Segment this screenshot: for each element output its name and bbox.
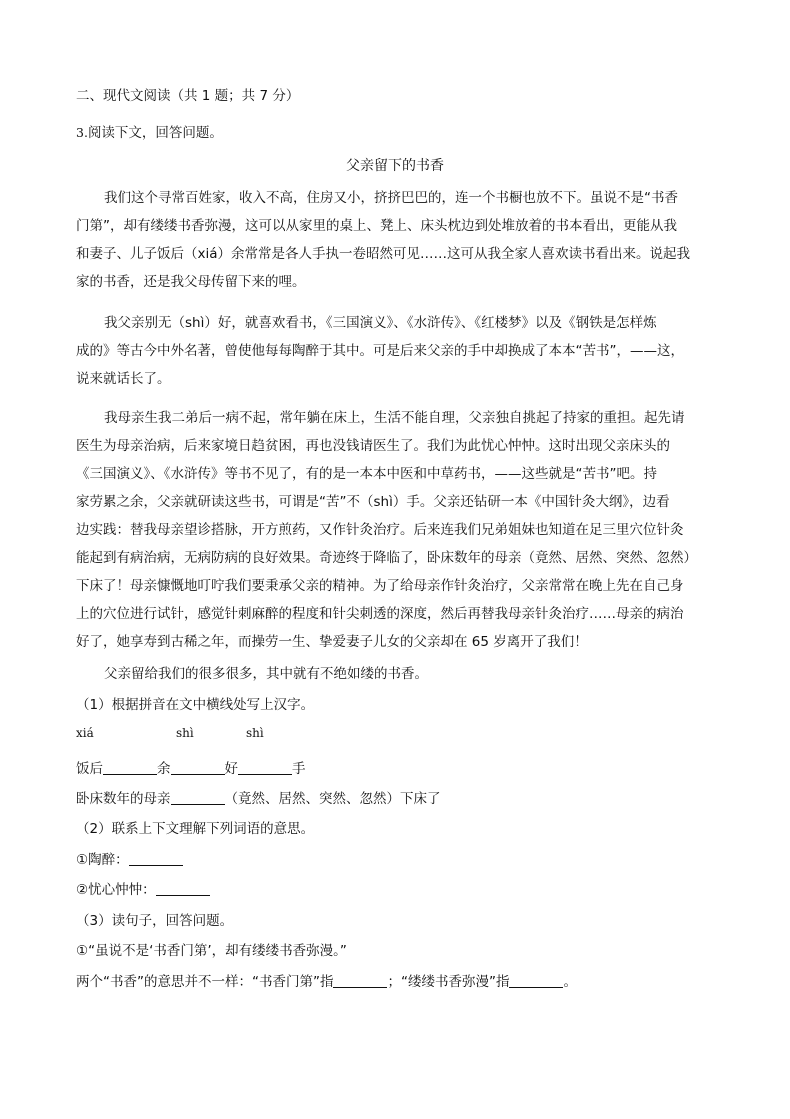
p1-line-3: 和妻子、儿子饭后（xiá）余常常是各人手执一卷昭然可见……这可从我全家人喜欢读书看出来。说起我 bbox=[76, 246, 691, 262]
p1-line-4: 家的书香，还是我父母传留下来的哩。 bbox=[76, 274, 306, 290]
p4-line-1: 父亲留给我们的很多很多，其中就有不绝如缕的书香。 bbox=[104, 666, 428, 682]
answer-blank-6[interactable] bbox=[156, 881, 210, 896]
section-heading: 二、现代文阅读（共 1 题；共 7 分） bbox=[76, 88, 300, 104]
p3-line-4: 家劳累之余，父亲就研读这些书，可谓是“苦”不（shì）手。父亲还钻研一本《中国针灸大纲》，边看 bbox=[76, 494, 670, 510]
word-yu: 余 bbox=[157, 761, 171, 777]
sub3-label: （3）读句子，回答问题。 bbox=[76, 913, 234, 929]
p3-line-7: 下床了！母亲慷慨地叮咛我们要秉承父亲的精神。为了给母亲作针灸治疗，父亲常常在晚上先在自己身 bbox=[76, 578, 684, 594]
sub1-label: （1）根据拼音在文中横线处写上汉字。 bbox=[76, 697, 315, 713]
p3-line-5: 边实践：替我母亲望诊搭脉，开方煎药，又作针灸治疗。后来连我们兄弟姐妹也知道在足三里穴位针灸 bbox=[76, 522, 684, 538]
p3-line-8: 上的穴位进行试针，感觉针刺麻醉的程度和针尖刺透的深度，然后再替我母亲针灸治疗……母亲的病治 bbox=[76, 606, 684, 622]
sub1-sentence-row bbox=[76, 787, 441, 807]
sub2-label: （2）联系上下文理解下列词语的意思。 bbox=[76, 821, 315, 837]
question-text: 阅读下文，回答问题。 bbox=[87, 125, 223, 141]
p1-line-2: 门第”，却有缕缕书香弥漫，这可以从家里的桌上、凳上、床头枕边到处堆放着的书本看出，更能从我 bbox=[76, 218, 677, 234]
p2-line-3: 说来就话长了。 bbox=[76, 371, 171, 387]
article-title: 父亲留下的书香 bbox=[346, 158, 444, 174]
p3-line-2: 医生为母亲治病，后来家境日趋贫困，再也没钱请医生了。我们为此忧心忡忡。这时出现父亲床头的 bbox=[76, 438, 670, 454]
sentence-pre: 卧床数年的母亲 bbox=[76, 791, 171, 807]
sentence-post: （竟然、居然、突然、忽然）下床了 bbox=[224, 791, 441, 807]
sub3-ask-pre: 两个“书香”的意思并不一样：“书香门第”指 bbox=[76, 974, 334, 990]
answer-blank-7[interactable] bbox=[333, 973, 387, 988]
term-taozui: ①陶醉： bbox=[76, 852, 129, 868]
p3-line-6: 能起到有病治病，无病防病的良好效果。奇迹终于降临了，卧床数年的母亲（竟然、居然、突然、忽然） bbox=[76, 550, 697, 566]
word-hao: 好 bbox=[224, 761, 238, 777]
answer-blank-4[interactable] bbox=[171, 790, 225, 805]
p1-line-1: 我们这个寻常百姓家，收入不高，住房又小，挤挤巴巴的，连一个书橱也放不下。虽说不是“书香 bbox=[104, 190, 678, 206]
p3-line-3: 《三国演义》、《水浒传》等书不见了，有的是一本本中医和中草药书，——这些就是“苦书”吧。持 bbox=[76, 466, 657, 482]
pinyin-2: shì bbox=[176, 726, 194, 740]
pinyin-3: shì bbox=[246, 726, 264, 740]
answer-blank-8[interactable] bbox=[509, 973, 563, 988]
answer-blank-1[interactable] bbox=[103, 760, 157, 775]
sub3-ask-mid: ；“缕缕书香弥漫”指 bbox=[387, 974, 510, 990]
sub2-item-1 bbox=[76, 848, 183, 868]
p3-line-9: 好了，她享寿到古稀之年，而操劳一生、挚爱妻子儿女的父亲却在 65 岁离开了我们！ bbox=[76, 634, 588, 650]
word-shou: 手 bbox=[292, 761, 306, 777]
answer-blank-3[interactable] bbox=[238, 760, 292, 775]
term-youxin: ②忧心忡忡： bbox=[76, 882, 156, 898]
p2-line-1: 我父亲别无（shì）好，就喜欢看书，《三国演义》、《水浒传》、《红楼梦》以及《钢铁是怎样炼 bbox=[104, 315, 657, 331]
sub1-fill-row bbox=[76, 757, 306, 777]
p2-line-2: 成的》等古今中外名著，曾使他每每陶醉于其中。可是后来父亲的手中却换成了本本“苦书”，——这， bbox=[76, 343, 684, 359]
pinyin-1: xiá bbox=[76, 726, 94, 740]
answer-blank-2[interactable] bbox=[171, 760, 225, 775]
question-prompt bbox=[76, 121, 223, 141]
sub2-item-2 bbox=[76, 878, 210, 898]
answer-blank-5[interactable] bbox=[129, 851, 183, 866]
p3-line-1: 我母亲生我二弟后一病不起，常年躺在床上，生活不能自理，父亲独自挑起了持家的重担。起先请 bbox=[104, 410, 685, 426]
sub3-ask-end: 。 bbox=[563, 974, 577, 990]
sub3-question bbox=[76, 970, 577, 990]
sub3-quote: ①“虽说不是‘书香门第’，却有缕缕书香弥漫。” bbox=[76, 943, 347, 959]
question-number: 3. bbox=[76, 125, 88, 140]
word-fanhou: 饭后 bbox=[76, 761, 103, 777]
